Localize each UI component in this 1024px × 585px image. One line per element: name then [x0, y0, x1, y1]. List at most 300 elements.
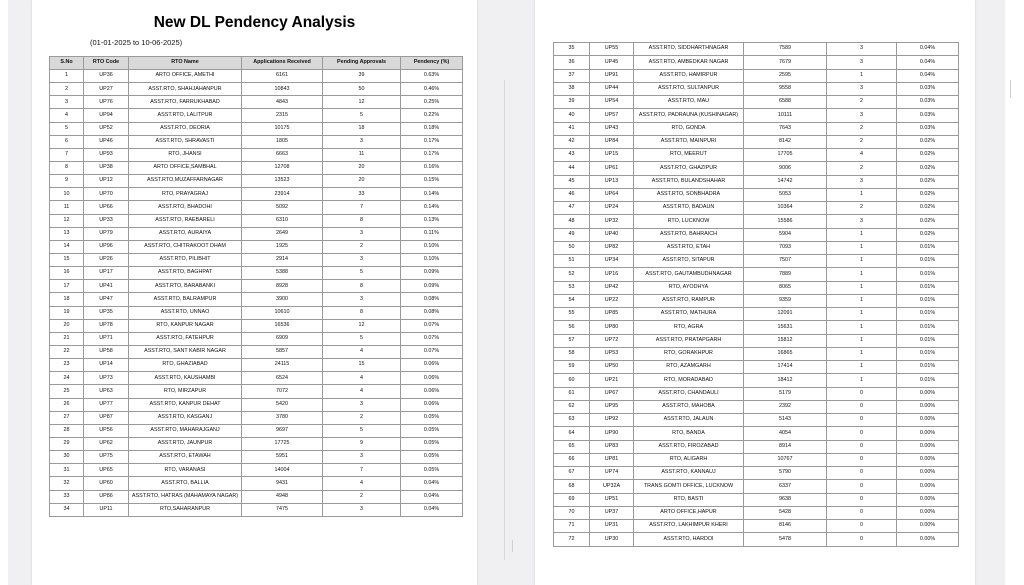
cell-applications-received: 9697: [242, 424, 323, 437]
cell-rto-code: UP14: [84, 359, 129, 372]
table-row: [554, 175, 959, 188]
cell-rto-code: UP36: [84, 70, 129, 83]
cell-pendency: 0.08%: [401, 293, 463, 306]
cell-rto-code: UP46: [84, 135, 129, 148]
cell-sno: 48: [554, 215, 590, 228]
cell-pendency: 0.05%: [401, 411, 463, 424]
cell-applications-received: 15812: [744, 334, 827, 347]
cell-sno: 25: [50, 385, 84, 398]
cell-rto-name: RTO, LUCKNOW: [634, 215, 744, 228]
cell-pendency: 0.17%: [401, 148, 463, 161]
cell-pending-approvals: 3: [323, 253, 401, 266]
cell-rto-name: RTO, AZAMGARH: [634, 361, 744, 374]
cell-sno: 60: [554, 374, 590, 387]
cell-pendency: 0.00%: [897, 493, 959, 506]
cell-rto-code: UP70: [84, 188, 129, 201]
cell-sno: 5: [50, 122, 84, 135]
document-title: New DL Pendency Analysis: [153, 14, 356, 31]
cell-sno: 28: [50, 424, 84, 437]
cell-pending-approvals: 20: [323, 175, 401, 188]
cell-sno: 46: [554, 188, 590, 201]
cell-rto-code: UP30: [590, 533, 634, 546]
document-page-2: [535, 0, 975, 585]
cell-applications-received: 5790: [744, 467, 827, 480]
table-row: [50, 109, 463, 122]
cell-pendency: 0.06%: [401, 385, 463, 398]
cell-sno: 62: [554, 400, 590, 413]
cell-rto-code: UP60: [84, 477, 129, 490]
table-row: [554, 361, 959, 374]
cell-rto-code: UP63: [84, 385, 129, 398]
cell-applications-received: 6588: [744, 96, 827, 109]
cell-applications-received: 6310: [242, 214, 323, 227]
cell-pending-approvals: 33: [323, 188, 401, 201]
cell-pendency: 0.01%: [897, 334, 959, 347]
cell-pendency: 0.01%: [897, 374, 959, 387]
cell-pendency: 0.02%: [897, 162, 959, 175]
cell-rto-code: UP35: [84, 306, 129, 319]
cell-applications-received: 12091: [744, 308, 827, 321]
cell-sno: 24: [50, 372, 84, 385]
table-row: [50, 253, 463, 266]
cell-pendency: 0.09%: [401, 280, 463, 293]
cell-pendency: 0.17%: [401, 135, 463, 148]
table-row: [50, 332, 463, 345]
table-row: [50, 122, 463, 135]
cell-applications-received: 6909: [242, 332, 323, 345]
cell-applications-received: 8065: [744, 281, 827, 294]
cell-rto-code: UP52: [84, 122, 129, 135]
cell-rto-name: ASST.RTO, ETAWAH: [129, 451, 242, 464]
table-row: [50, 280, 463, 293]
cell-rto-code: UP53: [590, 347, 634, 360]
cell-applications-received: 7643: [744, 122, 827, 135]
cell-rto-name: ASST.RTO, SIDDHARTHNAGAR: [634, 43, 744, 56]
cell-pending-approvals: 0: [827, 400, 897, 413]
cell-sno: 50: [554, 241, 590, 254]
cell-pending-approvals: 3: [323, 503, 401, 516]
cell-rto-code: UP82: [590, 241, 634, 254]
cell-rto-code: UP56: [84, 424, 129, 437]
cell-pending-approvals: 2: [323, 411, 401, 424]
table-row: [554, 321, 959, 334]
cell-rto-name: ASST.RTO, FIROZABAD: [634, 440, 744, 453]
table-row: [50, 188, 463, 201]
cell-pendency: 0.63%: [401, 70, 463, 83]
cell-rto-code: UP34: [590, 255, 634, 268]
cell-pendency: 0.25%: [401, 96, 463, 109]
table-row: [554, 69, 959, 82]
table-row: [554, 122, 959, 135]
cell-sno: 56: [554, 321, 590, 334]
table-row: [554, 281, 959, 294]
cell-pending-approvals: 5: [323, 109, 401, 122]
cell-pendency: 0.00%: [897, 387, 959, 400]
cell-pendency: 0.01%: [897, 294, 959, 307]
cell-pending-approvals: 3: [323, 451, 401, 464]
cell-rto-code: UP21: [590, 374, 634, 387]
cell-pending-approvals: 7: [323, 464, 401, 477]
table-row: [50, 306, 463, 319]
cell-applications-received: 7507: [744, 255, 827, 268]
table-row: [50, 451, 463, 464]
cell-rto-name: RTO, MORADABAD: [634, 374, 744, 387]
cell-sno: 1: [50, 70, 84, 83]
table-row: [554, 374, 959, 387]
cell-rto-name: RTO, GHAZIABAD: [129, 359, 242, 372]
date-range: (01-01-2025 to 10-06-2025): [90, 38, 183, 47]
cell-pendency: 0.01%: [897, 281, 959, 294]
cell-rto-code: UP84: [590, 135, 634, 148]
cell-rto-name: ASST.RTO, HARDOI: [634, 533, 744, 546]
cell-rto-name: ASST.RTO, MAINPURI: [634, 135, 744, 148]
table-row: [554, 241, 959, 254]
cell-pending-approvals: 0: [827, 493, 897, 506]
cell-pending-approvals: 0: [827, 480, 897, 493]
cell-pending-approvals: 1: [827, 361, 897, 374]
cell-applications-received: 14004: [242, 464, 323, 477]
cell-rto-code: UP22: [590, 294, 634, 307]
cell-applications-received: 18412: [744, 374, 827, 387]
table-row: [554, 202, 959, 215]
cell-pending-approvals: 5: [323, 424, 401, 437]
cell-pendency: 0.00%: [897, 480, 959, 493]
cell-rto-code: UP31: [590, 520, 634, 533]
cell-pending-approvals: 11: [323, 148, 401, 161]
cell-pendency: 0.11%: [401, 227, 463, 240]
cell-pending-approvals: 2: [827, 202, 897, 215]
cell-pending-approvals: 3: [323, 227, 401, 240]
cell-applications-received: 8928: [242, 280, 323, 293]
page-divider: [504, 80, 505, 560]
cell-pending-approvals: 0: [827, 533, 897, 546]
cell-pending-approvals: 50: [323, 83, 401, 96]
cell-rto-name: ASST.RTO, KANNAUJ: [634, 467, 744, 480]
cell-pendency: 0.05%: [401, 464, 463, 477]
cell-applications-received: 12708: [242, 161, 323, 174]
cell-pendency: 0.03%: [897, 109, 959, 122]
cell-rto-code: UP50: [590, 361, 634, 374]
pendency-table-part-1: [49, 56, 463, 517]
cell-sno: 41: [554, 122, 590, 135]
table-row: [554, 294, 959, 307]
table-row: [554, 149, 959, 162]
cell-rto-code: UP13: [590, 175, 634, 188]
cell-pendency: 0.04%: [897, 56, 959, 69]
cell-sno: 47: [554, 202, 590, 215]
table-row: [50, 503, 463, 516]
table-row: [554, 228, 959, 241]
table-row: [554, 334, 959, 347]
cell-rto-name: ASST.RTO, BAHRAICH: [634, 228, 744, 241]
cell-pendency: 0.03%: [897, 82, 959, 95]
cell-rto-name: ASST.RTO, HAMIRPUR: [634, 69, 744, 82]
cell-pending-approvals: 3: [827, 215, 897, 228]
cell-applications-received: 2595: [744, 69, 827, 82]
cell-rto-name: ASST.RTO, BALLIA: [129, 477, 242, 490]
cell-sno: 37: [554, 69, 590, 82]
cell-rto-name: ASST.RTO, MAHARAJGANJ: [129, 424, 242, 437]
cell-rto-code: UP16: [590, 268, 634, 281]
cell-pending-approvals: 2: [827, 135, 897, 148]
cell-applications-received: 5092: [242, 201, 323, 214]
cell-sno: 22: [50, 345, 84, 358]
cell-pendency: 0.04%: [897, 69, 959, 82]
table-row: [554, 467, 959, 480]
cell-sno: 32: [50, 477, 84, 490]
cell-applications-received: 5428: [744, 506, 827, 519]
cell-rto-name: ASST.RTO, MAU: [634, 96, 744, 109]
cell-pending-approvals: 3: [827, 56, 897, 69]
cell-rto-code: UP61: [590, 162, 634, 175]
cell-pendency: 0.10%: [401, 253, 463, 266]
cell-pendency: 0.14%: [401, 201, 463, 214]
cell-pending-approvals: 1: [827, 255, 897, 268]
cell-applications-received: 17705: [744, 149, 827, 162]
cell-applications-received: 8914: [744, 440, 827, 453]
table-row: [554, 43, 959, 56]
pendency-table-part-2: [553, 42, 959, 547]
cell-sno: 65: [554, 440, 590, 453]
table-row: [50, 385, 463, 398]
header-sno: S.No: [50, 57, 84, 70]
table-row: [50, 267, 463, 280]
cell-pending-approvals: 15: [323, 359, 401, 372]
cell-applications-received: 1925: [242, 240, 323, 253]
cell-applications-received: 5143: [744, 414, 827, 427]
cell-applications-received: 2392: [744, 400, 827, 413]
cell-rto-name: ASST.RTO, DEORIA: [129, 122, 242, 135]
cell-sno: 45: [554, 175, 590, 188]
cell-pendency: 0.02%: [897, 149, 959, 162]
table-row: [554, 188, 959, 201]
cell-pendency: 0.05%: [401, 437, 463, 450]
table-row: [554, 162, 959, 175]
cell-rto-name: ARTO OFFICE,HAPUR: [634, 506, 744, 519]
cell-rto-code: UP87: [84, 411, 129, 424]
cell-sno: 64: [554, 427, 590, 440]
cell-applications-received: 15631: [744, 321, 827, 334]
cell-pending-approvals: 0: [827, 427, 897, 440]
cell-pendency: 0.00%: [897, 506, 959, 519]
cell-sno: 30: [50, 451, 84, 464]
table-row: [50, 372, 463, 385]
cell-applications-received: 3780: [242, 411, 323, 424]
cell-rto-code: UP11: [84, 503, 129, 516]
cell-sno: 71: [554, 520, 590, 533]
header-rto-code: RTO Code: [84, 57, 129, 70]
cell-sno: 8: [50, 161, 84, 174]
cell-rto-name: ASST.RTO, AMBEDKAR NAGAR: [634, 56, 744, 69]
cell-rto-name: ASST.RTO, BHADOHI: [129, 201, 242, 214]
cell-rto-name: ASST.RTO, BALRAMPUR: [129, 293, 242, 306]
cell-rto-code: UP77: [84, 398, 129, 411]
cell-rto-name: ASST.RTO, RAEBARELI: [129, 214, 242, 227]
table-row: [50, 464, 463, 477]
cell-sno: 63: [554, 414, 590, 427]
cell-rto-name: ASST.RTO, SITAPUR: [634, 255, 744, 268]
cell-pendency: 0.07%: [401, 332, 463, 345]
cell-sno: 4: [50, 109, 84, 122]
cell-sno: 36: [554, 56, 590, 69]
cell-pendency: 0.06%: [401, 398, 463, 411]
cell-pendency: 0.02%: [897, 188, 959, 201]
cell-pending-approvals: 0: [827, 387, 897, 400]
table-row: [554, 255, 959, 268]
cell-applications-received: 7475: [242, 503, 323, 516]
cell-rto-code: UP85: [590, 308, 634, 321]
cell-pending-approvals: 1: [827, 281, 897, 294]
table-row: [554, 82, 959, 95]
cell-pendency: 0.00%: [897, 467, 959, 480]
cell-applications-received: 9638: [744, 493, 827, 506]
cell-rto-code: UP92: [590, 414, 634, 427]
cell-rto-name: ASST.RTO, LALITPUR: [129, 109, 242, 122]
cell-rto-code: UP26: [84, 253, 129, 266]
cell-sno: 34: [50, 503, 84, 516]
cell-applications-received: 5053: [744, 188, 827, 201]
cell-sno: 68: [554, 480, 590, 493]
cell-rto-code: UP76: [84, 96, 129, 109]
cell-rto-code: UP54: [590, 96, 634, 109]
cell-applications-received: 7072: [242, 385, 323, 398]
cell-pendency: 0.00%: [897, 427, 959, 440]
cell-applications-received: 4948: [242, 490, 323, 503]
cell-sno: 3: [50, 96, 84, 109]
cell-rto-code: UP62: [84, 437, 129, 450]
cell-rto-code: UP66: [84, 201, 129, 214]
cell-rto-code: UP33: [84, 214, 129, 227]
table-row: [50, 83, 463, 96]
cell-pendency: 0.02%: [897, 228, 959, 241]
cell-rto-name: RTO, BANDA: [634, 427, 744, 440]
cell-sno: 15: [50, 253, 84, 266]
cell-rto-name: RTO, MIRZAPUR: [129, 385, 242, 398]
cell-applications-received: 7679: [744, 56, 827, 69]
table-row: [50, 70, 463, 83]
table-row: [554, 56, 959, 69]
cell-pending-approvals: 1: [827, 347, 897, 360]
cell-pendency: 0.22%: [401, 109, 463, 122]
table-row: [50, 175, 463, 188]
cell-rto-code: UP40: [590, 228, 634, 241]
table-row: [50, 214, 463, 227]
cell-sno: 11: [50, 201, 84, 214]
cell-rto-code: UP37: [590, 506, 634, 519]
cell-sno: 53: [554, 281, 590, 294]
cell-rto-code: UP94: [84, 109, 129, 122]
cell-applications-received: 7889: [744, 268, 827, 281]
cell-rto-code: UP80: [590, 321, 634, 334]
cell-rto-name: ASST.RTO,MUZAFFARNAGAR: [129, 175, 242, 188]
cell-pendency: 0.09%: [401, 267, 463, 280]
cell-rto-code: UP81: [590, 453, 634, 466]
cell-rto-name: ASST.RTO, JALAUN: [634, 414, 744, 427]
cell-rto-code: UP38: [84, 161, 129, 174]
table-row: [554, 453, 959, 466]
cell-rto-code: UP83: [590, 440, 634, 453]
cell-pending-approvals: 12: [323, 319, 401, 332]
cell-pending-approvals: 20: [323, 161, 401, 174]
table-row: [554, 387, 959, 400]
cell-rto-code: UP75: [84, 451, 129, 464]
cell-pending-approvals: 2: [827, 122, 897, 135]
cell-rto-name: ASST.RTO, RAMPUR: [634, 294, 744, 307]
cell-rto-name: ASST.RTO, BULANDSHAHAR: [634, 175, 744, 188]
header-pending-approvals: Pending Approvals: [323, 57, 401, 70]
cell-applications-received: 3900: [242, 293, 323, 306]
cell-pendency: 0.18%: [401, 122, 463, 135]
cell-rto-name: ASST.RTO, AURAIYA: [129, 227, 242, 240]
cell-rto-code: UP91: [590, 69, 634, 82]
cell-rto-name: ASST.RTO, LAKHIMPUR KHERI: [634, 520, 744, 533]
cell-rto-name: ASST.RTO, FATEHPUR: [129, 332, 242, 345]
cell-sno: 61: [554, 387, 590, 400]
cell-rto-name: ASST.RTO, JAUNPUR: [129, 437, 242, 450]
cell-rto-name: RTO, VARANASI: [129, 464, 242, 477]
cell-pendency: 0.15%: [401, 175, 463, 188]
cell-pendency: 0.03%: [897, 96, 959, 109]
cell-applications-received: 14742: [744, 175, 827, 188]
cell-rto-code: UP32: [590, 215, 634, 228]
cell-applications-received: 10111: [744, 109, 827, 122]
cell-rto-name: ASST.RTO, FARRUKHABAD: [129, 96, 242, 109]
cell-applications-received: 7589: [744, 43, 827, 56]
cell-pendency: 0.04%: [401, 503, 463, 516]
cell-rto-code: UP64: [590, 188, 634, 201]
cell-pendency: 0.01%: [897, 255, 959, 268]
cell-sno: 69: [554, 493, 590, 506]
table-row: [50, 411, 463, 424]
cell-pending-approvals: 1: [827, 188, 897, 201]
cell-sno: 38: [554, 82, 590, 95]
table-row: [554, 347, 959, 360]
cell-sno: 27: [50, 411, 84, 424]
cell-rto-name: ASST.RTO, SHAHJAHANPUR: [129, 83, 242, 96]
cell-sno: 21: [50, 332, 84, 345]
cell-pendency: 0.01%: [897, 321, 959, 334]
cell-rto-name: RTO,SAHARANPUR: [129, 503, 242, 516]
table-row: [50, 96, 463, 109]
cell-pending-approvals: 3: [827, 109, 897, 122]
cell-sno: 49: [554, 228, 590, 241]
cell-pending-approvals: 3: [827, 82, 897, 95]
cell-sno: 9: [50, 175, 84, 188]
cell-pendency: 0.05%: [401, 451, 463, 464]
cell-applications-received: 23914: [242, 188, 323, 201]
cell-applications-received: 6161: [242, 70, 323, 83]
cell-applications-received: 24115: [242, 359, 323, 372]
cell-sno: 66: [554, 453, 590, 466]
cell-rto-code: UP47: [84, 293, 129, 306]
cell-applications-received: 6663: [242, 148, 323, 161]
cell-pending-approvals: 1: [827, 321, 897, 334]
cell-pending-approvals: 0: [827, 506, 897, 519]
cell-pendency: 0.06%: [401, 372, 463, 385]
cell-rto-name: ASST.RTO, GAUTAMBUDHNAGAR: [634, 268, 744, 281]
cell-sno: 20: [50, 319, 84, 332]
cell-rto-code: UP86: [84, 490, 129, 503]
cell-pendency: 0.02%: [897, 175, 959, 188]
cell-sno: 40: [554, 109, 590, 122]
cell-pending-approvals: 1: [827, 374, 897, 387]
cell-pendency: 0.04%: [897, 43, 959, 56]
cell-sno: 55: [554, 308, 590, 321]
document-page-1: [32, 0, 477, 585]
cell-rto-name: ASST.RTO, KASGANJ: [129, 411, 242, 424]
cell-rto-name: ASST.RTO, SANT KABIR NAGAR: [129, 345, 242, 358]
cell-rto-code: UP78: [84, 319, 129, 332]
